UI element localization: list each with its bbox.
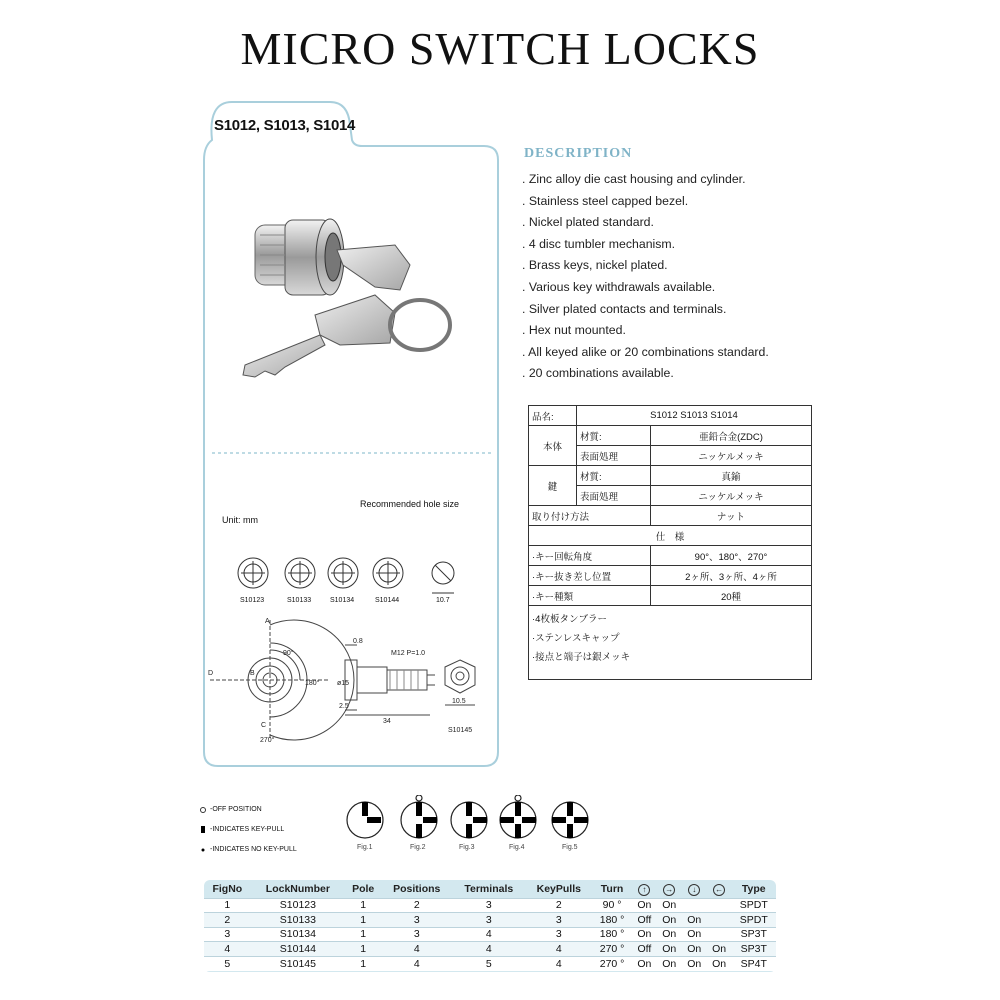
cell-term: 4 xyxy=(452,927,525,942)
fig-label: Fig.4 xyxy=(509,844,525,851)
cell-down: On xyxy=(682,942,707,957)
fig-label: Fig.3 xyxy=(459,844,475,851)
header-turn: Turn xyxy=(600,883,624,896)
description-item: . Silver plated contacts and terminals. xyxy=(522,301,727,316)
cell-pos: 3 xyxy=(381,927,452,942)
cell-pole: 1 xyxy=(345,913,381,928)
product-photo xyxy=(225,195,475,415)
fig-label: Fig.2 xyxy=(410,844,426,851)
header-terminals: Terminals xyxy=(464,883,514,896)
cell-turn: 90 ° xyxy=(592,898,632,913)
description-item: . Brass keys, nickel plated. xyxy=(522,258,668,273)
angle-270-label: 270° xyxy=(260,737,275,744)
jp-kinds-value: 20種 xyxy=(651,586,812,606)
legend-off: -OFF POSITION xyxy=(210,806,262,813)
jp-kinds-label: ·キー種類 xyxy=(529,586,651,606)
header-pole: Pole xyxy=(352,883,375,896)
cell-lock: S10134 xyxy=(251,927,345,942)
cell-turn: 270 ° xyxy=(592,942,632,957)
hole-size-drawings xyxy=(225,548,495,618)
table-row xyxy=(204,913,776,928)
legend-no-key-pull: -INDICATES NO KEY-PULL xyxy=(210,846,297,853)
jp-name-label: 品名: xyxy=(529,406,577,426)
cell-down xyxy=(682,898,707,913)
jp-key-material-value: 真鍮 xyxy=(651,466,812,486)
description-item: . Nickel plated standard. xyxy=(522,215,654,230)
cell-left xyxy=(707,898,732,913)
dim-34-label: 34 xyxy=(383,718,391,725)
legend-key-pull: -INDICATES KEY-PULL xyxy=(210,826,285,833)
cell-right: On xyxy=(657,942,682,957)
cell-turn: 270 ° xyxy=(592,956,632,971)
cell-left xyxy=(707,913,732,928)
recommended-hole-label: Recommended hole size xyxy=(360,499,460,509)
description-heading: DESCRIPTION xyxy=(524,146,633,161)
cell-pulls: 4 xyxy=(525,942,592,957)
cell-down: On xyxy=(682,927,707,942)
cell-lock: S10145 xyxy=(251,956,345,971)
jp-mount-label: 取り付け方法 xyxy=(529,506,651,526)
jp-body-label: 本体 xyxy=(529,426,577,466)
dim-105-label: 10.5 xyxy=(452,698,466,705)
description-list xyxy=(522,169,769,385)
jp-name-value: S1012 S1013 S1014 xyxy=(577,406,812,426)
drawing-model-label: S10145 xyxy=(448,727,473,734)
jp-note: ·接点と端子は銀メッキ xyxy=(532,652,631,663)
table-row xyxy=(204,898,776,913)
cell-down: On xyxy=(682,956,707,971)
cell-up: Off xyxy=(632,942,657,957)
hole-label: S10134 xyxy=(330,597,355,604)
jp-rotation-value: 90°、180°、270° xyxy=(651,546,812,566)
dim-08-label: 0.8 xyxy=(353,638,363,645)
jp-body-surface-value: ニッケルメッキ xyxy=(651,446,812,466)
jp-key-label: 鍵 xyxy=(529,466,577,506)
jp-pull-label: ·キー抜き差し位置 xyxy=(529,566,651,586)
cell-pos: 2 xyxy=(381,898,452,913)
hole-label: S10133 xyxy=(287,597,312,604)
cell-pos: 4 xyxy=(381,956,452,971)
table-row xyxy=(204,942,776,957)
page-title: MICRO SWITCH LOCKS xyxy=(240,23,760,74)
cell-pulls: 3 xyxy=(525,927,592,942)
description-item: . 20 combinations available. xyxy=(522,366,674,381)
header-right-arrow-icon xyxy=(657,881,682,898)
cell-fig: 1 xyxy=(204,898,251,913)
header-figno: FigNo xyxy=(212,883,243,896)
description-item: . 4 disc tumbler mechanism. xyxy=(522,236,676,251)
dim-25-label: 2.5 xyxy=(339,703,349,710)
header-left-arrow-icon xyxy=(707,881,732,898)
jp-note: ·ステンレスキャップ xyxy=(532,633,620,644)
header-up-arrow-icon xyxy=(632,881,657,898)
cell-term: 3 xyxy=(452,898,525,913)
cell-lock: S10144 xyxy=(251,942,345,957)
pos-a-label: A xyxy=(265,618,270,625)
description-item: . Zinc alloy die cast housing and cylinder. xyxy=(522,172,746,186)
angle-180-label: 180° xyxy=(305,680,320,687)
jp-pull-value: 2ヶ所、3ヶ所、4ヶ所 xyxy=(651,566,812,586)
header-keypulls: KeyPulls xyxy=(536,883,581,896)
cell-term: 4 xyxy=(452,942,525,957)
cell-pole: 1 xyxy=(345,942,381,957)
cell-pulls: 3 xyxy=(525,913,592,928)
cell-down: On xyxy=(682,913,707,928)
dim-15-label: ø15 xyxy=(337,680,350,687)
cell-lock: S10123 xyxy=(251,898,345,913)
cell-type: SPDT xyxy=(732,898,776,913)
down-arrow-icon: ↓ xyxy=(688,884,700,896)
cell-type: SP3T xyxy=(732,942,776,957)
table-row xyxy=(204,956,776,971)
jp-key-surface-value: ニッケルメッキ xyxy=(651,486,812,506)
jp-body-surface-label: 表面処理 xyxy=(577,446,651,466)
pos-c-label: C xyxy=(261,722,267,729)
cell-right: On xyxy=(657,956,682,971)
pos-d-label: D xyxy=(208,670,214,677)
cell-pole: 1 xyxy=(345,898,381,913)
cell-pulls: 2 xyxy=(525,898,592,913)
jp-key-material-label: 材質: xyxy=(577,466,651,486)
cell-fig: 5 xyxy=(204,956,251,971)
technical-drawing xyxy=(205,615,495,755)
cell-left xyxy=(707,927,732,942)
jp-notes xyxy=(529,606,812,680)
cell-right: On xyxy=(657,927,682,942)
right-arrow-icon: → xyxy=(665,884,674,894)
cell-right: On xyxy=(657,913,682,928)
cell-lock: S10133 xyxy=(251,913,345,928)
hole-width-label: 10.7 xyxy=(436,597,450,604)
lock-spec-table xyxy=(204,881,776,971)
cell-left: On xyxy=(707,942,732,957)
description-item: . Hex nut mounted. xyxy=(522,323,626,338)
cell-fig: 3 xyxy=(204,927,251,942)
description-item: . Stainless steel capped bezel. xyxy=(522,193,689,208)
cell-up: Off xyxy=(632,913,657,928)
cell-up: On xyxy=(632,898,657,913)
cell-turn: 180 ° xyxy=(592,913,632,928)
header-locknumber: LockNumber xyxy=(265,883,330,896)
cell-pole: 1 xyxy=(345,927,381,942)
cell-type: SPDT xyxy=(732,913,776,928)
header-type: Type xyxy=(741,883,766,896)
jp-body-material-label: 材質: xyxy=(577,426,651,446)
cell-turn: 180 ° xyxy=(592,927,632,942)
hole-drawing xyxy=(238,558,454,593)
cell-fig: 2 xyxy=(204,913,251,928)
angle-90-label: 90° xyxy=(283,650,294,657)
left-arrow-icon: ← xyxy=(715,884,724,894)
cell-term: 3 xyxy=(452,913,525,928)
jp-body-material-value: 亜鉛合金(ZDC) xyxy=(651,426,812,446)
cell-type: SP3T xyxy=(732,927,776,942)
cell-pos: 4 xyxy=(381,942,452,957)
jp-rotation-label: ·キー回転角度 xyxy=(529,546,651,566)
cell-pole: 1 xyxy=(345,956,381,971)
jp-mount-value: ナット xyxy=(651,506,812,526)
header-positions: Positions xyxy=(393,883,441,896)
header-down-arrow-icon xyxy=(682,881,707,898)
hole-label: S10144 xyxy=(375,597,400,604)
cell-right: On xyxy=(657,898,682,913)
cell-up: On xyxy=(632,927,657,942)
jp-key-surface-label: 表面処理 xyxy=(577,486,651,506)
cell-fig: 4 xyxy=(204,942,251,957)
jp-spec-heading: 仕 様 xyxy=(529,526,812,546)
cell-type: SP4T xyxy=(732,956,776,971)
up-arrow-icon: ↑ xyxy=(638,884,650,896)
cell-left: On xyxy=(707,956,732,971)
fig-label: Fig.1 xyxy=(357,844,373,851)
cell-pos: 3 xyxy=(381,913,452,928)
description-item: . Various key withdrawals available. xyxy=(522,279,716,294)
unit-label: Unit: mm xyxy=(222,515,258,525)
pos-b-label: B xyxy=(250,670,255,677)
dim-m12-label: M12 P=1.0 xyxy=(391,650,426,657)
models-label: S1012, S1013, S1014 xyxy=(214,117,356,134)
table-row xyxy=(204,927,776,942)
cell-up: On xyxy=(632,956,657,971)
cell-term: 5 xyxy=(452,956,525,971)
jp-note: ·4枚板タンブラー xyxy=(532,614,607,625)
table-header-row xyxy=(204,881,776,898)
hole-label: S10123 xyxy=(240,597,265,604)
jp-spec-table xyxy=(528,405,812,680)
description-item: . All keyed alike or 20 combinations standard. xyxy=(522,344,769,359)
cell-pulls: 4 xyxy=(525,956,592,971)
fig-label: Fig.5 xyxy=(562,844,578,851)
